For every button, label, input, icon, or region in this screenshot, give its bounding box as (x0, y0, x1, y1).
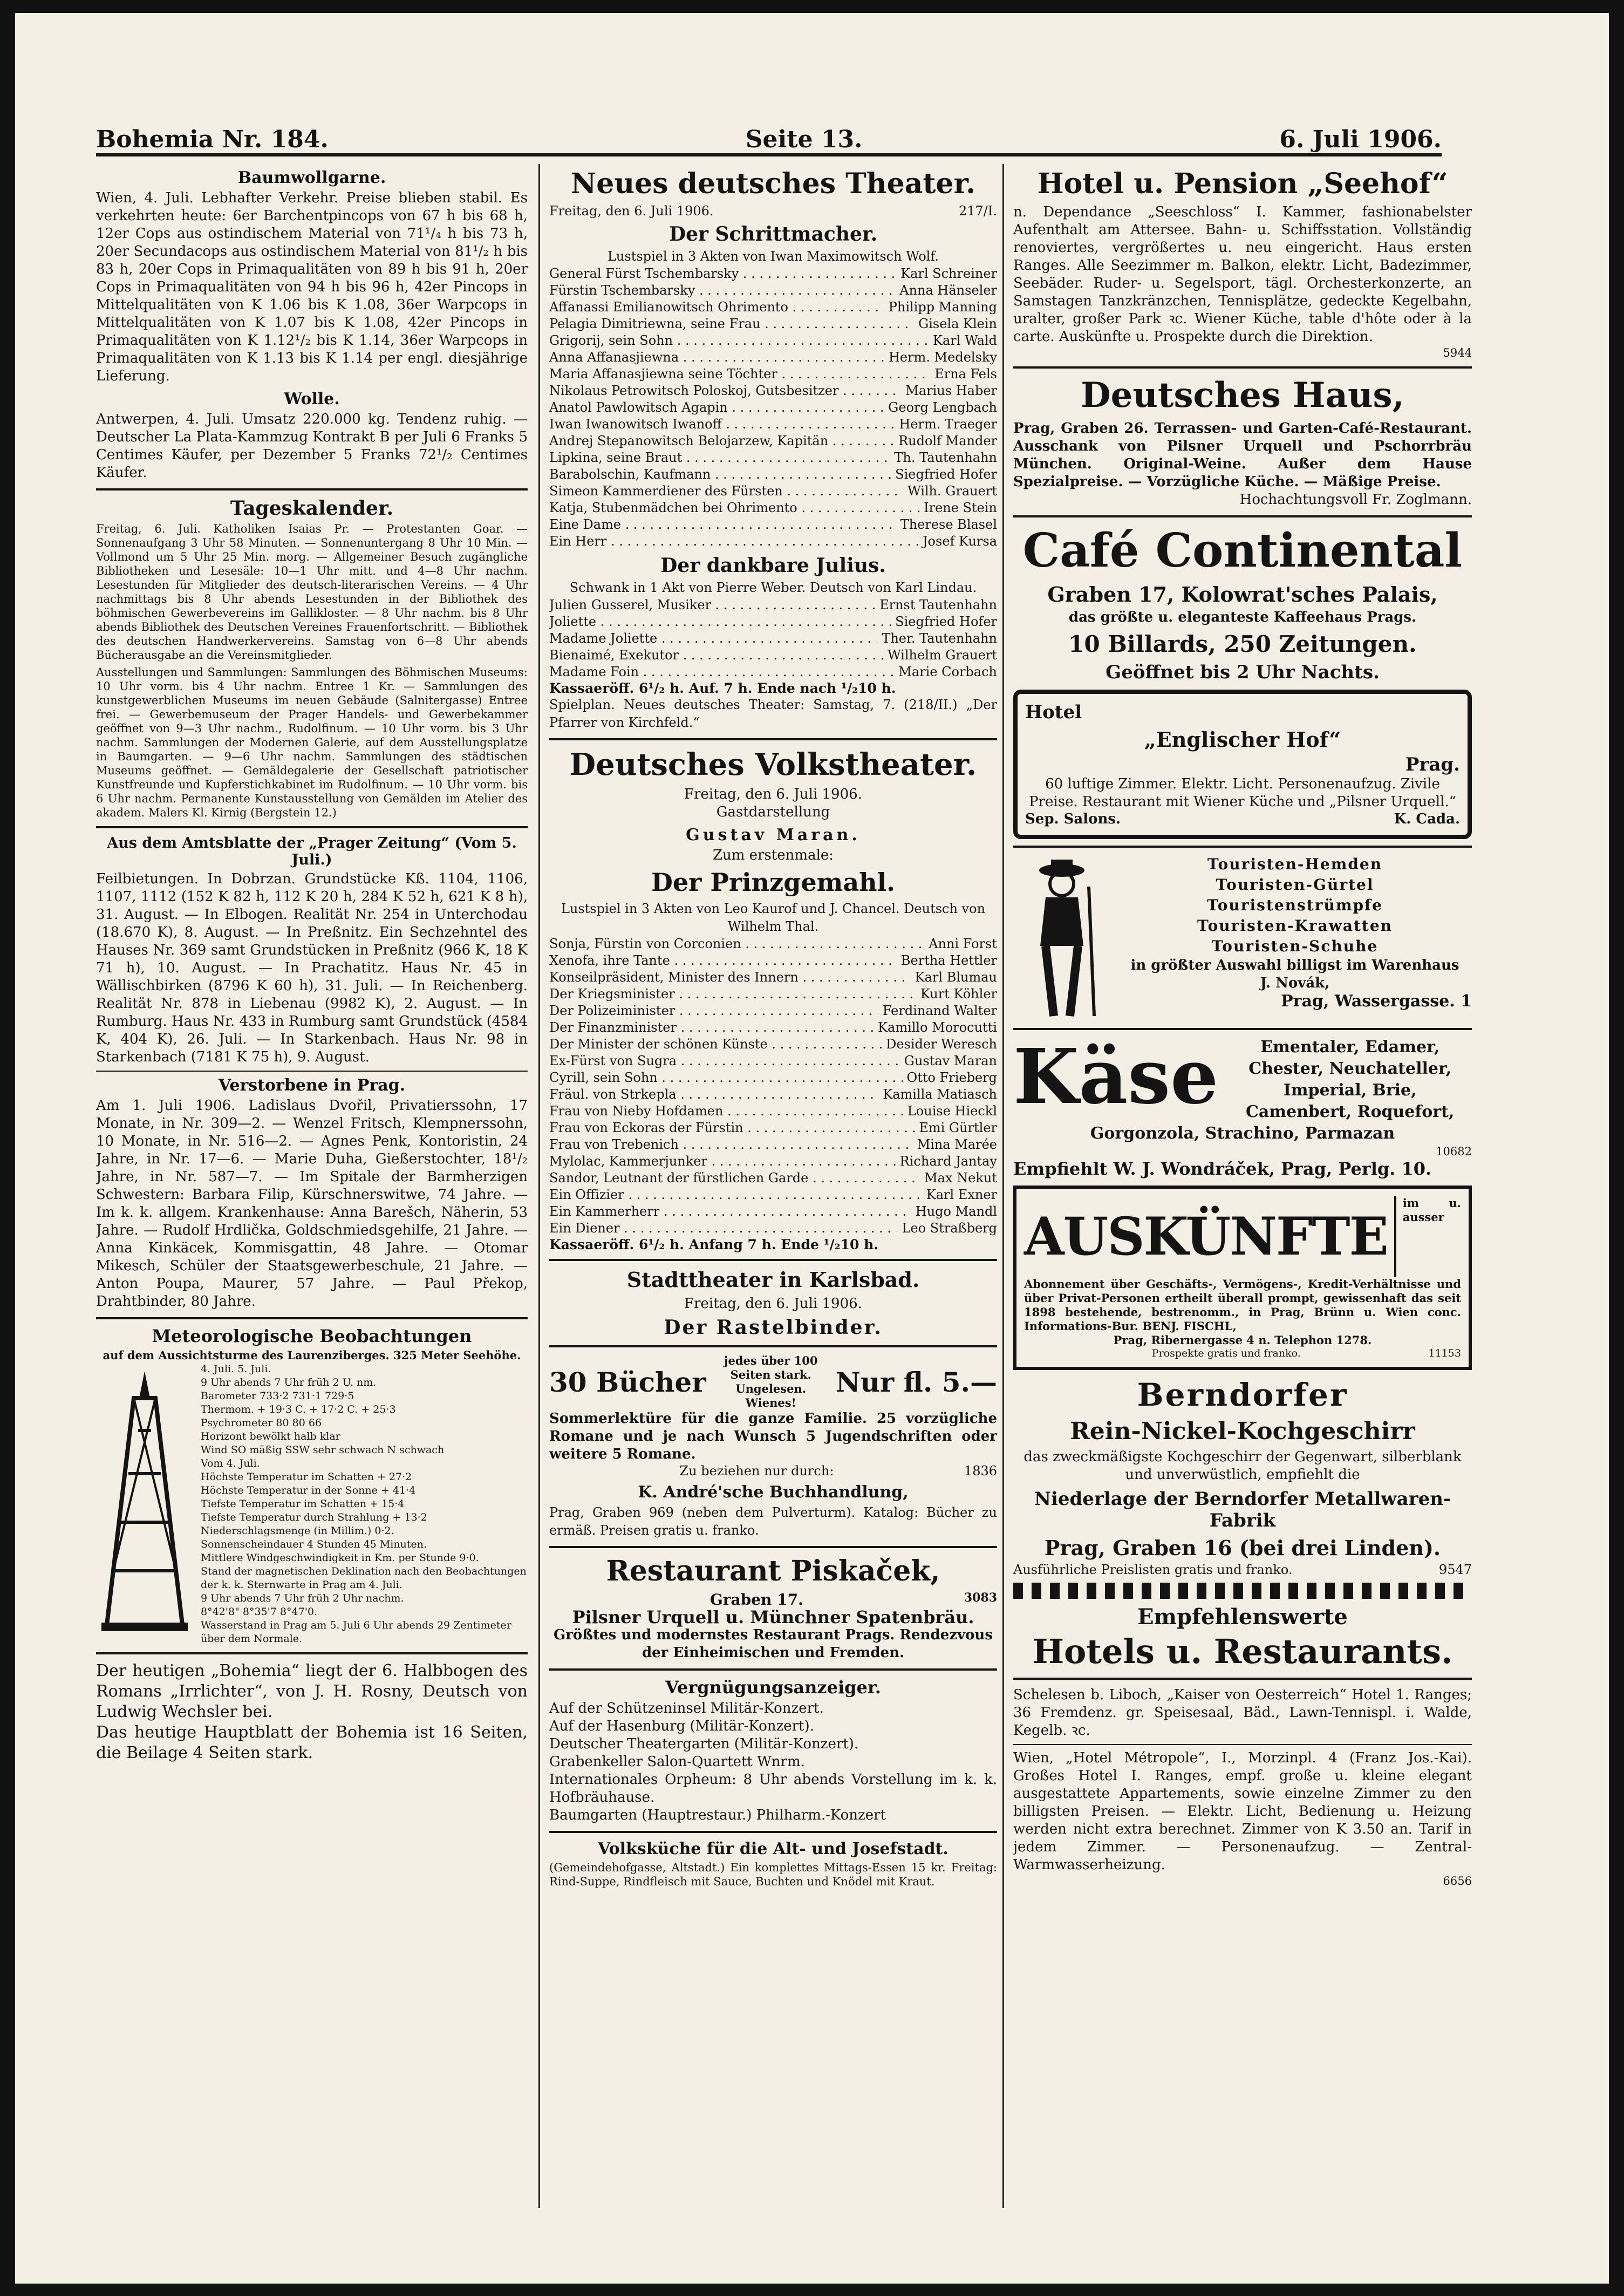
meteo-subtitle: auf dem Aussichtsturme des Laurenziberges. 325 Meter Seehöhe. (103, 1348, 521, 1362)
cast-row (549, 449, 997, 466)
ad-number: 9547 (1438, 1562, 1472, 1577)
cast-role: Anatol Pawlowitsch Agapin . . . (549, 399, 884, 416)
cast-role: Grigorij, sein Sohn . . . (549, 332, 929, 349)
cast-actor: Erna Fels (930, 366, 997, 383)
divider (96, 1317, 528, 1319)
cast-row (549, 1019, 997, 1036)
bookshop-name: K. André'sche Buchhandlung, (638, 1483, 909, 1502)
entertainment-item: Baumgarten (Hauptrestaur.) Philharm.-Konzert (549, 1807, 886, 1823)
cast-row (549, 1220, 997, 1237)
cast-row (549, 952, 997, 969)
cast-actor: Marie Corbach (894, 664, 997, 680)
divider (1013, 1744, 1472, 1745)
cast-role: Ein Diener . . . (549, 1220, 897, 1237)
cast-actor: Herm. Traeger (895, 416, 997, 433)
cast-actor: Bertha Hettler (897, 952, 997, 969)
lookout-tower-illustration (96, 1366, 193, 1636)
exhibitions-text: Ausstellungen und Sammlungen: Sammlungen des Böhmischen Museums: 10 Uhr vorm. bis 4 Uhr nachm. Entree 1 Kr. — Sammlungen des kunstgewerblichen Museums im neuen Gebäude (Salnitergasse) Entree frei. — Gewerbemuseum der Prager Handels- und Gewerbekammer geöffnet von 9—3 Uhr nachm., Rudolfinum. — 10 Uhr vorm. bis 3 Uhr nachm. Sammlungen der Modernen Galerie, auf dem Ausstellungsplatze in Baumgarten. — 9—6 Uhr nachm. Sammlungen des städtischen Museums geöffnet. — Gemäldegalerie der Gesellschaft patriotischer Kunstfreunde und Kupferstichkabinet im Rudolfinum. — 10 Uhr vorm. bis 6 Uhr nachm. Permanente Kunstausstellung von Gemälden im Atelier des akadem. Malers Kl. Kirnig (Bergstein 12.) (96, 666, 528, 819)
divider (96, 826, 528, 828)
auskuenfte-text: im u. ausser Abonnement über Geschäfts-, Vermögens-, Kredit-Verhältnisse und über Privat-Personen ertheilt überall prompt, gewissenhaft das seit 1898 bestehende, bestrenomm., in Prag, Brünn u. Wien conc. Informations-Bur. BENJ. FISCHL, (1024, 1196, 1461, 1333)
cast-role: Nikolaus Petrowitsch Poloskoj, Gutsbesitzer . . . (549, 383, 901, 399)
market-text: Antwerpen, 4. Juli. Umsatz 220.000 kg. Tendenz ruhig. — Deutscher La Plata-Kammzug Kontrakt B per Juli 6 Franks 5 Centimes Käufer, per Dezember 5 Franks 72¹/₂ Centimes Käufer. (96, 411, 528, 481)
cast-row (549, 630, 997, 647)
eh-name: „Englischer Hof“ (1144, 727, 1341, 752)
entertainment-item: Auf der Schützeninsel Militär-Konzert. (549, 1700, 824, 1716)
divider (1013, 515, 1472, 517)
cast-actor: Wilh. Grauert (903, 483, 997, 500)
house-sign: Hochachtungsvoll Fr. Zoglmann. (1239, 492, 1472, 508)
cast-role: Frau von Trebenich . . . (549, 1136, 913, 1153)
berndorf-address: Prag, Graben 16 (bei drei Linden). (1044, 1536, 1441, 1560)
cheese-vendor: Empfiehlt W. J. Wondráček, Prag, Perlg. 10. (1013, 1159, 1432, 1179)
cast-actor: Kurt Köhler (916, 986, 997, 1003)
weather-row: Thermom. + 19·3 C. + 17·2 C. + 25·3 (201, 1404, 396, 1415)
cafe-text: das größte u. eleganteste Kaffeehaus Prags. (1068, 609, 1417, 625)
divider (1013, 846, 1472, 848)
weather-row: Barometer 733·2 731·1 729·5 (201, 1390, 354, 1402)
hotel-text: n. Dependance „Seeschloss“ I. Kammer, fashionabelster Aufenthalt am Attersee. Bahn- u. Schiffsstation. Vollständig renoviertes, vergrößertes u. neu eingericht. Haus ersten Ranges. Alle Seezimmer m. Balkon, elektr. Licht, Badezimmer, Seebäder. Ruder- u. Segelsport, tägl. Orchesterkonzerte, an Samstagen Tanzkränzchen, Tennisplätze, gedeckte Kegelbahn, uralter, großer Park ꝛc. Wiener Küche, table d'hôte oder à la carte. Auskünfte u. Prospekte durch die Direktion. (1013, 204, 1472, 345)
ad-number: 11153 (1428, 1347, 1461, 1359)
ad-number: 10682 (1436, 1145, 1472, 1158)
cast-role: Joliette . . . (549, 614, 891, 630)
cast-row (549, 383, 997, 399)
hotel-title: Hotel u. Pension „Seehof“ (1037, 167, 1448, 200)
weather-row: 9 Uhr abends 7 Uhr früh 2 U. nm. (201, 1377, 377, 1388)
cast-actor: Josef Kursa (918, 533, 997, 550)
cast-actor: Kamillo Morocutti (874, 1019, 997, 1036)
cafe-title: Café Continental (1022, 523, 1463, 578)
section-title: Verstorbene in Prag. (218, 1076, 406, 1095)
cast-role: Frau von Nieby Hofdamen . . . (549, 1103, 903, 1120)
cast-list (549, 597, 997, 680)
berndorf-foot: Ausführliche Preislisten gratis und franko. (1013, 1562, 1293, 1577)
theater-title: Stadttheater in Karlsbad. (626, 1268, 920, 1292)
weather-row: Tiefste Temperatur im Schatten + 15·4 (201, 1498, 405, 1510)
cast-role: Sandor, Leutnant der fürstlichen Garde . . . (549, 1170, 920, 1187)
cast-actor: Mina Marée (913, 1136, 997, 1153)
cheese-big: Käse (1013, 1033, 1219, 1121)
column-middle (549, 164, 997, 2219)
play-title: Der dankbare Julius. (660, 554, 886, 577)
cast-actor: Max Nekut (920, 1170, 997, 1187)
theater-title: Deutsches Volkstheater. (569, 747, 977, 782)
house-title: Deutsches Haus, (1081, 375, 1404, 415)
play-title: Der Prinzgemahl. (651, 868, 896, 897)
cast-role: Der Minister der schönen Künste . . . (549, 1036, 882, 1053)
newspaper-page (15, 13, 1609, 2284)
cast-actor: Herm. Medelsky (884, 349, 997, 366)
weather-row: Sonnenscheindauer 4 Stunden 45 Minuten. (201, 1538, 427, 1550)
restaurant-num: 3083 (964, 1591, 997, 1605)
entertainment-list (549, 1700, 997, 1824)
tourist-owner: J. Novák, (1260, 975, 1330, 991)
cast-row (549, 349, 997, 366)
entertainment-item: Deutscher Theatergarten (Militär-Konzert). (549, 1736, 859, 1752)
cast-role: Der Finanzminister . . . (549, 1019, 874, 1036)
theater-date: Freitag, den 6. Juli 1906. (549, 203, 714, 219)
cast-role: Anna Affanasjiewna . . . (549, 349, 884, 366)
cast-role: Sonja, Fürstin von Corconien . . . (549, 936, 924, 952)
weather-row: Psychrometer 80 80 66 (201, 1417, 322, 1429)
cast-actor: Leo Straßberg (897, 1220, 997, 1237)
books-num: 1836 (964, 1463, 997, 1479)
cast-row (549, 647, 997, 664)
cast-role: Barabolschin, Kaufmann . . . (549, 466, 891, 483)
cast-actor: Desider Weresch (882, 1036, 997, 1053)
cast-row (549, 366, 997, 383)
weather-row: Tiefste Temperatur durch Strahlung + 13·2 (201, 1511, 427, 1523)
play-subtitle: Lustspiel in 3 Akten von Iwan Maximowitsch Wolf. (607, 249, 939, 264)
column-divider (1002, 164, 1004, 2208)
cast-actor: Karl Exner (922, 1187, 997, 1203)
cast-actor: Marius Haber (901, 383, 997, 399)
entertainment-item: Grabenkeller Salon-Quartett Wnrm. (549, 1754, 805, 1770)
cast-role: General Fürst Tschembarsky . . . (549, 265, 896, 282)
weather-row: Horizont bewölkt halb klar (201, 1430, 340, 1442)
weather-row: 9 Uhr abends 7 Uhr früh 2 Uhr nachm. (201, 1592, 404, 1604)
books-price: Nur fl. 5.— (835, 1366, 997, 1398)
divider (1013, 1028, 1472, 1030)
cast-role: Der Kriegsminister . . . (549, 986, 916, 1003)
cast-row (549, 1136, 997, 1153)
eh-hotel: Hotel (1025, 701, 1082, 723)
tourist-item: Touristenstrümpfe (1207, 896, 1383, 914)
entertainment-item: Internationales Orpheum: 8 Uhr abends Vorstellung im k. k. Hofbräuhause. (549, 1772, 997, 1806)
cast-role: Andrej Stepanowitsch Belojarzew, Kapitän . . . (549, 433, 894, 449)
divider (549, 738, 997, 740)
divider (549, 1259, 997, 1261)
books-from-line (549, 1463, 997, 1479)
cast-role: Simeon Kammerdiener des Fürsten . . . (549, 483, 903, 500)
cast-role: Maria Affanasjiewna seine Töchter . . . (549, 366, 930, 383)
cast-role: Ein Kammerherr . . . (549, 1203, 911, 1220)
tourist-item: Touristen-Schuhe (1211, 937, 1379, 955)
berndorf-text: das zweckmäßigste Kochgeschirr der Gegenwart, silberblank und unverwüstlich, empfiehlt die (1023, 1449, 1462, 1483)
books-text: Sommerlektüre für die ganze Familie. 25 vorzügliche Romane und je nach Wunsch 5 Jugendschriften oder weitere 5 Romane. (549, 1411, 997, 1462)
cast-actor: Hugo Mandl (911, 1203, 997, 1220)
cast-row (549, 1153, 997, 1170)
cast-row (549, 969, 997, 986)
books-ad-headline (549, 1354, 997, 1410)
theater-number: 217/I. (958, 203, 997, 219)
cast-actor: Gustav Maran (900, 1053, 997, 1069)
cast-actor: Th. Tautenhahn (890, 449, 997, 466)
bookshop-address: Prag, Graben 969 (neben dem Pulverturm). Katalog: Bücher zu ermäß. Preisen gratis u. franko. (549, 1505, 997, 1538)
schedule: Spielplan. Neues deutsches Theater: Samstag, 7. (218/II.) „Der Pfarrer von Kirchfeld.“ (549, 697, 997, 730)
cast-row (549, 664, 997, 680)
premiere-label: Zum erstenmale: (712, 847, 834, 863)
cast-role: Madame Foin . . . (549, 664, 894, 680)
calendar-text: Freitag, 6. Juli. Katholiken Isaias Pr. — Protestanten Goar. — Sonnenaufgang 3 Uhr 58 Minuten. — Sonnenuntergang 8 Uhr 10 Min. — Vollmond um 5 Uhr 25 Min. morg. — Allgemeiner Besuch zugängliche Bibliotheken und Lesesäle: 10—1 Uhr mitt. und 4—8 Uhr nachm. Lesestunden für Mitglieder des deutsch-literarischen Vereins. — 4 Uhr nachmittags bis 8 Uhr abends Lesestunden in der Bibliothek des böhmischen Gewerbevereins im Gallikloster. — 8 Uhr nachm. bis 8 Uhr abends Bibliothek des Deutschen Vereines Frauenfortschritt. — Bibliothek des deutschen Handwerkervereins. Samstag von 6—8 Uhr abends Bücherausgabe an die Vereinsmitglieder. (96, 522, 528, 662)
page-header (96, 110, 1442, 156)
restaurant-address-line (549, 1591, 997, 1609)
show-times: Kassaeröff. 6¹/₂ h. Auf. 7 h. Ende nach ¹/₂10 h. (549, 680, 896, 696)
tourist-item: Touristen-Hemden (1207, 855, 1383, 873)
weather-row: Vom 4. Juli. (201, 1457, 260, 1469)
cast-actor: Karl Wald (929, 332, 997, 349)
tourist-item: Touristen-Krawatten (1197, 917, 1393, 935)
guest-name: Gustav Maran. (686, 826, 861, 844)
cast-row (549, 466, 997, 483)
deaths-text: Am 1. Juli 1906. Ladislaus Dvořil, Privatierssohn, 17 Monate, in Nr. 309—2. — Wenzel Fritsch, Klempnerssohn, 10 Monate, in Nr. 516—2. — Agnes Penk, Kontoristin, 24 Jahre, in Nr. 17—6. — Marie Duha, Gießerstochter, 18¹/₂ Jahre, in Nr. 587—7. — Im Spitale der Barmherzigen Schwestern: Barbara Filip, Kürschnerswitwe, 74 Jahre. — Im k. k. allgem. Krankenhause: Anna Barešch, Näherin, 53 Jahre. — Rudolf Hrdlička, Goldschmiedsgehilfe, 21 Jahre. — Anna Kinkäcek, Kommisgattin, 48 Jahre. — Otomar Mikesch, Schüler der Staatsgewerbeschule, 21 Jahre. — Anton Poupa, Maurer, 57 Jahre. — Paul Překop, Drahtbinder, 80 Jahre. (96, 1098, 528, 1310)
cast-row (549, 316, 997, 332)
cast-actor: Karl Blumau (911, 969, 997, 986)
schelesen-text: Schelesen b. Liboch, „Kaiser von Oesterreich“ Hotel 1. Ranges; 36 Fremdenz. gr. Speisesaal, Bäd., Lawn-Tennispl. i. Walde, Kegelb. ꝛc. (1013, 1687, 1472, 1739)
weather-row: Wind SO mäßig SSW sehr schwach N schwach (201, 1444, 445, 1456)
cast-row (549, 483, 997, 500)
cast-role: Eine Dame . . . (549, 516, 896, 533)
market-text: Wien, 4. Juli. Lebhafter Verkehr. Preise blieben stabil. Es verkehrten heute: 6er Barchentpincops von 67 h bis 68 h, 12er Cops aus ostindischem Material von 71¹/₄ h bis 73 h, 20er Secundacops aus ostindischem Material von 81¹/₂ h bis 83 h, 20er Cops in Primaqualitäten von 89 h bis 91 h, 20er Cops in Primaqualitäten von 94 h bis 96 h, 42er Pincops in Mittelqualitäten von K 1.06 bis K 1.08, 36er Warpcops in Mittelqualitäten von K 1.07 bis K 1.08, 42er Pincops in Primaqualitäten von K 1.12¹/₂ bis K 1.14, 36er Warpcops in Primaqualitäten von K 1.13 bis K 1.14 per engl. diesjährige Lieferung. (96, 190, 528, 384)
cast-role: Iwan Iwanowitsch Iwanoff . . . (549, 416, 895, 433)
cast-row (549, 500, 997, 516)
berndorf-foot-line (1013, 1562, 1472, 1577)
cast-row (549, 1103, 997, 1120)
cast-role: Konseilpräsident, Minister des Innern . . . (549, 969, 911, 986)
cast-row (549, 516, 997, 533)
guest-label: Gastdarstellung (716, 804, 830, 820)
restaurant-beer: Pilsner Urquell u. Münchner Spatenbräu. (572, 1607, 974, 1627)
cast-role: Ein Herr . . . (549, 533, 918, 550)
cast-role: Bienaimé, Exekutor . . . (549, 647, 883, 664)
divider (1013, 366, 1472, 369)
play-title: Der Rastelbinder. (664, 1316, 883, 1339)
cast-actor: Otto Frieberg (903, 1069, 997, 1086)
section-title: Volksküche für die Alt- und Josefstadt. (598, 1839, 949, 1858)
theater-date-line (549, 203, 997, 219)
eh-owner: K. Cada. (1394, 811, 1460, 827)
cast-role: Katja, Stubenmädchen bei Ohrimento . . . (549, 500, 919, 516)
cast-actor: Louise Hieckl (903, 1103, 997, 1120)
cast-actor: Siegfried Hofer (891, 466, 997, 483)
show-times: Kassaeröff. 6¹/₂ h. Anfang 7 h. Ende ¹/₂10 h. (549, 1237, 878, 1252)
theater-date: Freitag, den 6. Juli 1906. (684, 786, 862, 802)
cast-actor: Ernst Tautenhahn (875, 597, 997, 614)
weather-row: Mittlere Windgeschwindigkeit in Km. per Stunde 9·0. (201, 1552, 479, 1564)
cast-row (549, 332, 997, 349)
divider (549, 1668, 997, 1671)
header-page: Seite 13. (745, 126, 863, 153)
cast-actor: Rudolf Mander (894, 433, 997, 449)
section-title: Baumwollgarne. (237, 168, 386, 187)
recommend-big: Hotels u. Restaurants. (1032, 1632, 1453, 1671)
auskuenfte-foot: Prospekte gratis und franko. (1151, 1347, 1301, 1359)
englischer-hof-ad (1013, 690, 1472, 839)
weather-row: 4. Juli. 5. Juli. (201, 1363, 271, 1375)
cast-actor: Anni Forst (924, 936, 997, 952)
auskuenfte-big: AUSKÜNFTE (1024, 1196, 1396, 1277)
section-title: Wolle. (284, 390, 340, 408)
cast-actor: Wilhelm Grauert (883, 647, 997, 664)
restaurant-address: Graben 17. (709, 1591, 803, 1609)
column-divider (538, 164, 540, 2208)
tourist-figure-illustration (1013, 854, 1110, 1021)
cast-role: Pelagia Dimitriewna, seine Frau . . . (549, 316, 914, 332)
cast-role: Julien Gusserel, Musiker . . . (549, 597, 875, 614)
cast-actor: Anna Hänseler (895, 282, 997, 299)
restaurant-text: Größtes und modernstes Restaurant Prags. Rendezvous der Einheimischen und Fremden. (554, 1627, 993, 1661)
cast-actor: Georg Lengbach (884, 399, 997, 416)
cast-role: Cyrill, sein Sohn . . . (549, 1069, 903, 1086)
cast-actor: Philipp Manning (884, 299, 997, 316)
divider (549, 1345, 997, 1347)
play-title: Der Schrittmacher. (668, 223, 878, 246)
cast-row (549, 1203, 997, 1220)
cast-role: Fräul. von Strkepla . . . (549, 1086, 878, 1103)
cast-row (549, 986, 997, 1003)
cast-role: Mylolac, Kammerjunker . . . (549, 1153, 896, 1170)
cast-row (549, 936, 997, 952)
books-from: Zu beziehen nur durch: (679, 1463, 834, 1479)
header-date: 6. Juli 1906. (1279, 126, 1442, 153)
auskuenfte-ad (1013, 1186, 1472, 1370)
cast-row (549, 1170, 997, 1187)
cast-row (549, 282, 997, 299)
cast-row (549, 533, 997, 550)
cast-list (549, 936, 997, 1237)
restaurant-title: Restaurant Piskaček, (606, 1555, 940, 1588)
eh-text: 60 luftige Zimmer. Elektr. Licht. Personenaufzug. Zivile Preise. Restaurant mit Wiener Küche und „Pilsner Urquell.“ (1029, 776, 1456, 810)
cast-actor: Kamilla Matiasch (878, 1086, 997, 1103)
cast-role: Der Polizeiminister . . . (549, 1003, 878, 1019)
cast-row (549, 614, 997, 630)
section-title: Aus dem Amtsblatte der „Prager Zeitung“ (Vom 5. Juli.) (107, 835, 517, 868)
berndorf-subtitle: Rein-Nickel-Kochgeschirr (1070, 1418, 1415, 1445)
cast-row (549, 1036, 997, 1053)
cast-actor: Irene Stein (919, 500, 997, 516)
divider (96, 1071, 528, 1072)
cast-actor: Therese Blasel (896, 516, 997, 533)
cast-row (549, 299, 997, 316)
page-count-notice: Das heutige Hauptblatt der Bohemia ist 16 Seiten, die Beilage 4 Seiten stark. (96, 1723, 528, 1762)
cast-actor: Karl Schreiner (896, 265, 997, 282)
tourist-ad (1013, 854, 1472, 1021)
theater-title: Neues deutsches Theater. (570, 167, 976, 200)
cast-row (549, 433, 997, 449)
auskuenfte-address: Prag, Ribernergasse 4 n. Telephon 1278. (1113, 1333, 1372, 1347)
weather-row: Stand der magnetischen Deklination nach den Beobachtungen der k. k. Sternwarte in Prag am 4. Juli. (201, 1565, 527, 1591)
cast-actor: Ther. Tautenhahn (877, 630, 997, 647)
eh-city: Prag. (1405, 754, 1460, 775)
cast-role: Affanassi Emilianowitsch Ohrimento . . . (549, 299, 884, 316)
cafe-billiards: 10 Billards, 250 Zeitungen. (1068, 631, 1417, 657)
cast-row (549, 1120, 997, 1136)
cast-row (549, 597, 997, 614)
cast-actor: Emi Gürtler (915, 1120, 997, 1136)
tourist-address: Prag, Wassergasse. 1 (1281, 992, 1472, 1011)
cast-role: Madame Joliette . . . (549, 630, 877, 647)
soup-kitchen-text: (Gemeindehofgasse, Altstadt.) Ein komplettes Mittags-Essen 15 kr. Freitag: Rind-Suppe, Rindfleisch mit Sauce, Buchten und Knödel mit Kraut. (549, 1861, 997, 1888)
cast-role: Lipkina, seine Braut . . . (549, 449, 890, 466)
books-mid: jedes über 100 Seiten stark. Ungelesen. Wienes! (724, 1354, 818, 1409)
ad-number: 6656 (1443, 1875, 1472, 1888)
section-title: Tageskalender. (230, 497, 394, 520)
weather-row: Wasserstand in Prag am 5. Juli 6 Uhr abends 29 Zentimeter über dem Normale. (201, 1619, 511, 1645)
weather-row: 8°42'8" 8°35'7 8°47'0. (201, 1606, 318, 1618)
cast-actor: Ferdinand Walter (878, 1003, 997, 1019)
entertainment-item: Auf der Hasenburg (Militär-Konzert). (549, 1718, 814, 1734)
divider (96, 488, 528, 490)
section-title: Vergnügungsanzeiger. (665, 1677, 881, 1698)
theater-date: Freitag, den 6. Juli 1906. (684, 1296, 862, 1312)
wien-hotel-text: Wien, „Hotel Métropole“, I., Morzinpl. 4 (Franz Jos.-Kai). Großes Hotel I. Ranges, empf. große u. kleine elegant ausgestattete Appartements, sowie einzelne Zimmer zu den billigsten Preisen. — Elektr. Licht, Bedienung u. Heizung werden nicht extra berechnet. Zimmer von K 3.50 an. Tarif in jedem Zimmer. — Personenaufzug. — Zentral-Warmwasserheizung. (1013, 1750, 1472, 1873)
play-subtitle: Lustspiel in 3 Akten von Leo Kaurof und J. Chancel. Deutsch von Wilhelm Thal. (561, 901, 986, 934)
cast-row (549, 1003, 997, 1019)
cast-role: Xenofa, ihre Tante . . . (549, 952, 897, 969)
cast-row (549, 1069, 997, 1086)
cast-row (549, 1053, 997, 1069)
cast-actor: Gisela Klein (914, 316, 997, 332)
divider (1013, 1678, 1472, 1680)
column-right (1013, 164, 1472, 2219)
notices-text: Feilbietungen. In Dobrzan. Grundstücke Kß. 1104, 1106, 1107, 1112 (152 K 82 h, 112 K 20 h, 284 K 52 h, 621 K 8 h), 31. August. — In Elbogen. Realität Nr. 254 in Unterchodau (18.670 K), 8. August. — In Preßnitz. Ein Sechzehntel des Hauses Nr. 369 samt Grundstücken in Preßnitz (966 K, 18 K 71 h), 10. August. — In Prachatitz. Haus Nr. 45 in Wällischbirken (8796 K 60 h), 31. Juli. — In Reichenberg. Realität Nr. 878 in Liebenau (9982 K), 2. August. — In Rumburg. Haus Nr. 433 in Rumburg samt Grundstück (4584 K, 404 K), 26. Juli. — In Starkenbach. Haus Nr. 98 in Starkenbach (7181 K 75 h), 9. August. (96, 871, 528, 1065)
berndorf-shop: Niederlage der Berndorfer Metallwaren-Fabrik (1034, 1488, 1451, 1531)
divider (96, 1652, 528, 1654)
recommend-title: Empfehlenswerte (1137, 1604, 1348, 1630)
supplement-notice: Der heutigen „Bohemia“ liegt der 6. Halbbogen des Romans „Irrlichter“, von J. H. Rosny, Deutsch von Ludwig Wechsler bei. (96, 1661, 528, 1721)
cast-actor: Siegfried Hofer (891, 614, 997, 630)
ornament-border (1013, 1583, 1472, 1599)
berndorf-title: Berndorfer (1137, 1377, 1348, 1413)
cast-row (549, 1187, 997, 1203)
cast-role: Ein Offizier . . . (549, 1187, 922, 1203)
cast-row (549, 265, 997, 282)
header-issue: Bohemia Nr. 184. (96, 126, 329, 153)
cast-role: Frau von Eckoras der Fürstin . . . (549, 1120, 915, 1136)
auskuenfte-foot-line (1024, 1347, 1461, 1359)
cast-actor: Richard Jantay (896, 1153, 997, 1170)
cafe-address: Graben 17, Kolowrat'sches Palais, (1047, 582, 1438, 607)
play-subtitle: Schwank in 1 Akt von Pierre Weber. Deutsch von Karl Lindau. (569, 580, 977, 595)
weather-row: Höchste Temperatur in der Sonne + 41·4 (201, 1484, 416, 1496)
tourist-text: in größter Auswahl billigst im Warenhaus (1130, 957, 1459, 973)
house-text: Prag, Graben 26. Terrassen- und Garten-Café-Restaurant. Ausschank von Pilsner Urquell und Pschorrbräu München. Original-Weine. Außer dem Hause Spezialpreise. — Vorzügliche Küche. — Mäßige Preise. (1013, 420, 1472, 490)
cheese-list: Ementaler, Edamer, Chester, Neuchateller, Imperial, Brie, Camenbert, Roquefort, Gorgonzola, Strachino, Parmazan (1090, 1038, 1455, 1143)
cheese-ad (1013, 1033, 1472, 1179)
eh-foot (1025, 811, 1460, 827)
cast-list (549, 265, 997, 550)
tourist-item: Touristen-Gürtel (1216, 876, 1374, 894)
cafe-hours: Geöffnet bis 2 Uhr Nachts. (1106, 662, 1380, 683)
eh-sep: Sep. Salons. (1025, 811, 1121, 827)
section-title: Meteorologische Beobachtungen (152, 1326, 472, 1346)
cast-role: Fürstin Tschembarsky . . . (549, 282, 895, 299)
weather-row: Niederschlagsmenge (in Millim.) 0·2. (201, 1525, 394, 1537)
ad-number: 5944 (1443, 346, 1472, 359)
column-left (96, 164, 528, 2219)
cast-row (549, 1086, 997, 1103)
divider (549, 1831, 997, 1833)
divider (549, 1546, 997, 1548)
cast-role: Ex-Fürst von Sugra . . . (549, 1053, 900, 1069)
cast-row (549, 416, 997, 433)
cast-row (549, 399, 997, 416)
books-big: 30 Bücher (549, 1366, 706, 1398)
weather-row: Höchste Temperatur im Schatten + 27·2 (201, 1471, 412, 1483)
